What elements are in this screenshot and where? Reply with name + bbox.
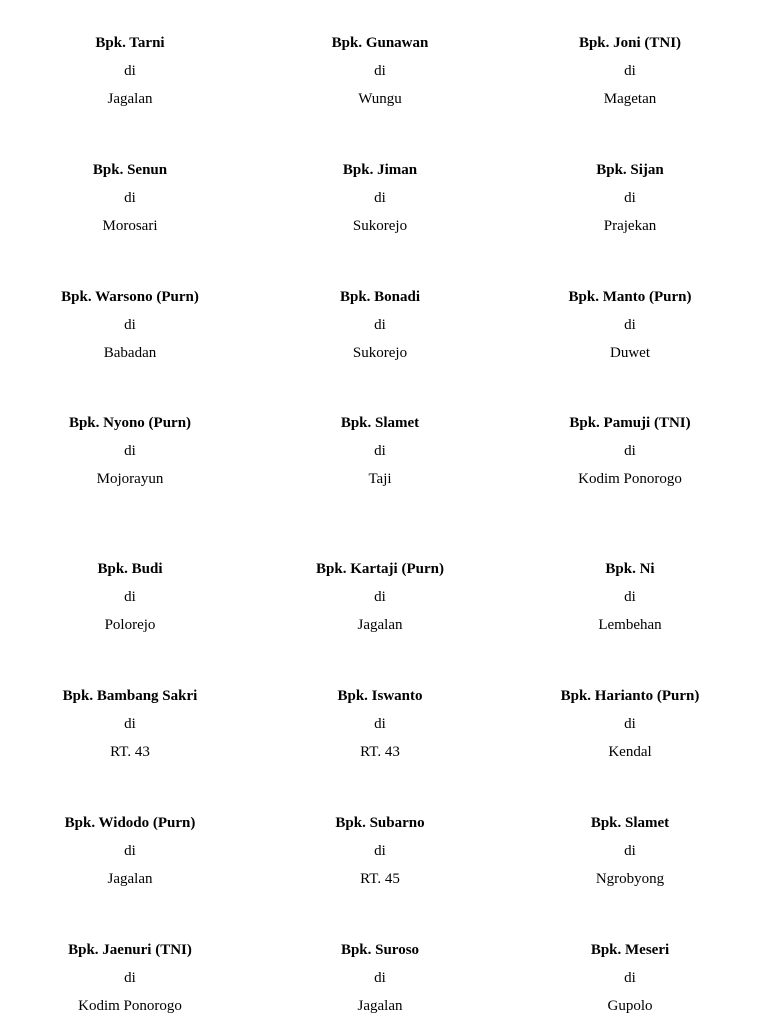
recipient-name: Bpk. Manto (Purn) [568,289,692,305]
recipient-name: Bpk. Joni (TNI) [578,35,682,51]
recipient-place: Kodim Ponorogo [578,471,682,487]
address-label [505,560,755,634]
label-di: di [624,716,636,732]
label-di: di [374,443,386,459]
recipient-place: Ngrobyong [595,871,665,887]
recipient-name: Bpk. Tarni [95,35,165,51]
label-di: di [624,190,636,206]
recipient-place: Jagalan [357,617,403,633]
address-label [255,560,505,634]
recipient-name: Bpk. Suroso [340,942,420,958]
label-di: di [124,970,136,986]
recipient-place: Polorejo [104,617,156,633]
label-di: di [624,843,636,859]
recipient-name: Bpk. Iswanto [337,688,423,704]
recipient-place: Babadan [103,345,157,361]
recipient-name: Bpk. Pamuji (TNI) [569,415,691,431]
label-di: di [124,716,136,732]
recipient-name: Bpk. Kartaji (Purn) [316,561,444,577]
recipient-place: RT. 43 [360,744,400,760]
recipient-place: Gupolo [607,998,653,1014]
label-di: di [624,317,636,333]
recipient-name: Bpk. Nyono (Purn) [68,415,192,431]
recipient-place: Taji [368,471,392,487]
recipient-name: Bpk. Jiman [342,162,418,178]
recipient-place: Lembehan [598,617,662,633]
address-label [505,34,755,108]
label-di: di [374,190,386,206]
recipient-name: Bpk. Bambang Sakri [62,688,198,704]
recipient-place: RT. 43 [110,744,150,760]
recipient-place: Prajekan [603,218,657,234]
recipient-name: Bpk. Subarno [335,815,425,831]
label-di: di [124,63,136,79]
label-di: di [374,843,386,859]
recipient-place: Duwet [610,345,650,361]
recipient-name: Bpk. Gunawan [331,35,429,51]
recipient-place: Jagalan [107,91,153,107]
label-di: di [624,63,636,79]
label-di: di [624,443,636,459]
label-di: di [374,970,386,986]
recipient-name: Bpk. Bonadi [339,289,421,305]
address-label [5,34,255,108]
recipient-place: RT. 45 [360,871,400,887]
recipient-name: Bpk. Budi [97,561,163,577]
label-di: di [124,843,136,859]
address-label [5,941,255,1015]
address-label [505,941,755,1015]
recipient-place: Jagalan [107,871,153,887]
address-label [5,560,255,634]
recipient-name: Bpk. Ni [605,561,655,577]
address-label [255,814,505,888]
address-label [5,288,255,362]
label-di: di [624,589,636,605]
address-label [255,34,505,108]
recipient-name: Bpk. Sijan [596,162,664,178]
recipient-name: Bpk. Meseri [590,942,670,958]
address-label [505,687,755,761]
label-di: di [624,970,636,986]
address-label [505,288,755,362]
recipient-place: Sukorejo [352,218,408,234]
address-label [5,687,255,761]
address-label [5,814,255,888]
recipient-name: Bpk. Harianto (Purn) [560,688,700,704]
recipient-name: Bpk. Jaenuri (TNI) [68,942,192,958]
label-di: di [374,589,386,605]
label-di: di [124,443,136,459]
recipient-name: Bpk. Senun [92,162,168,178]
recipient-place: Wungu [358,91,402,107]
label-di: di [374,317,386,333]
recipient-place: Kodim Ponorogo [78,998,182,1014]
label-di: di [124,317,136,333]
recipient-place: Mojorayun [96,471,164,487]
address-label [255,288,505,362]
address-label [255,687,505,761]
recipient-place: Magetan [603,91,657,107]
recipient-name: Bpk. Widodo (Purn) [64,815,196,831]
recipient-place: Kendal [608,744,652,760]
recipient-place: Morosari [102,218,158,234]
label-di: di [374,716,386,732]
address-label [505,414,755,488]
address-label [5,414,255,488]
address-label [255,414,505,488]
recipient-name: Bpk. Warsono (Purn) [61,289,199,305]
label-di: di [124,190,136,206]
recipient-place: Jagalan [357,998,403,1014]
recipient-name: Bpk. Slamet [340,415,420,431]
address-label [505,161,755,235]
address-label [255,941,505,1015]
address-label [255,161,505,235]
label-di: di [374,63,386,79]
recipient-name: Bpk. Slamet [590,815,670,831]
label-di: di [124,589,136,605]
recipient-place: Sukorejo [352,345,408,361]
address-label [505,814,755,888]
address-label [5,161,255,235]
